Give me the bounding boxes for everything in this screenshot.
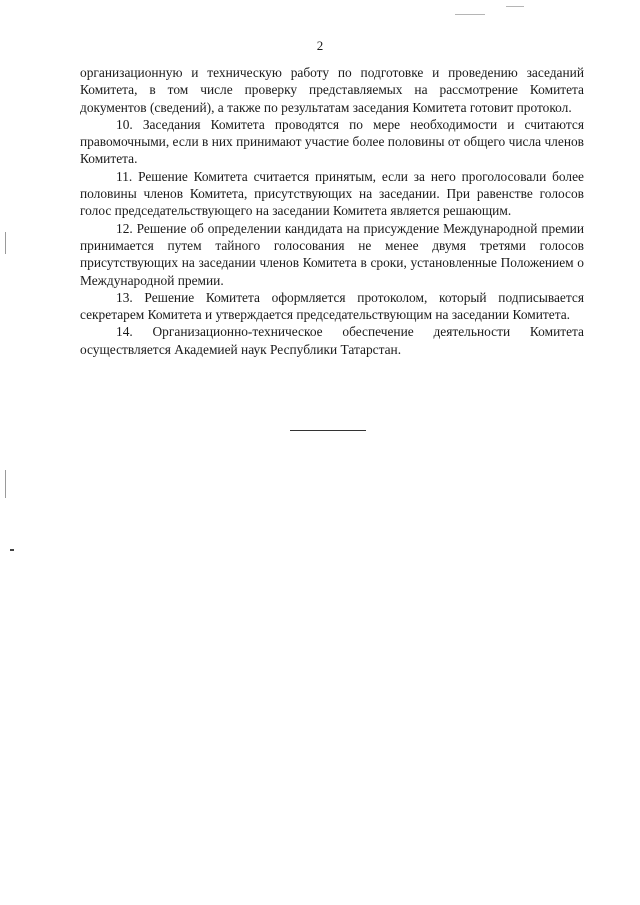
scan-speck: [10, 549, 14, 551]
paragraph-10: 10. Заседания Комитета проводятся по мере необходимости и считаются правомочными, если в них принимают участие более половины от общего числа членов Комитета.: [80, 116, 584, 167]
scan-speck: [506, 6, 524, 7]
paragraph-14: 14. Организационно-техническое обеспечение деятельности Комитета осуществляется Академией наук Республики Татарстан.: [80, 324, 584, 357]
paragraph-12: 12. Решение об определении кандидата на присуждение Международной премии принимается путем тайного голосования не менее двумя третями голосов присутствующих на заседании членов Комитета в сроки, установленные Положением о Международной премии.: [80, 220, 584, 288]
paragraph-continuation: организационную и техническую работу по подготовке и проведению заседаний Комитета, в том числе проверку представляемых на рассмотрение Комитета документов (сведений), а также по результатам заседания Комитета готовит протокол.: [80, 65, 584, 115]
scan-margin-mark: [5, 470, 6, 498]
end-of-text-rule: [290, 430, 366, 431]
paragraph-13: 13. Решение Комитета оформляется протоколом, который подписывается секретарем Комитета и утверждается председательствующим на заседании Комитета.: [80, 289, 584, 323]
document-body: [80, 64, 584, 358]
scan-speck: [455, 14, 485, 15]
scan-margin-mark: [5, 232, 6, 254]
paragraph-11: 11. Решение Комитета считается принятым, если за него проголосовали более половины членов Комитета, присутствующих на заседании. При равенстве голосов голос председательствующего на заседании Комитета является решающим.: [80, 168, 584, 219]
page-number: 2: [316, 38, 324, 53]
